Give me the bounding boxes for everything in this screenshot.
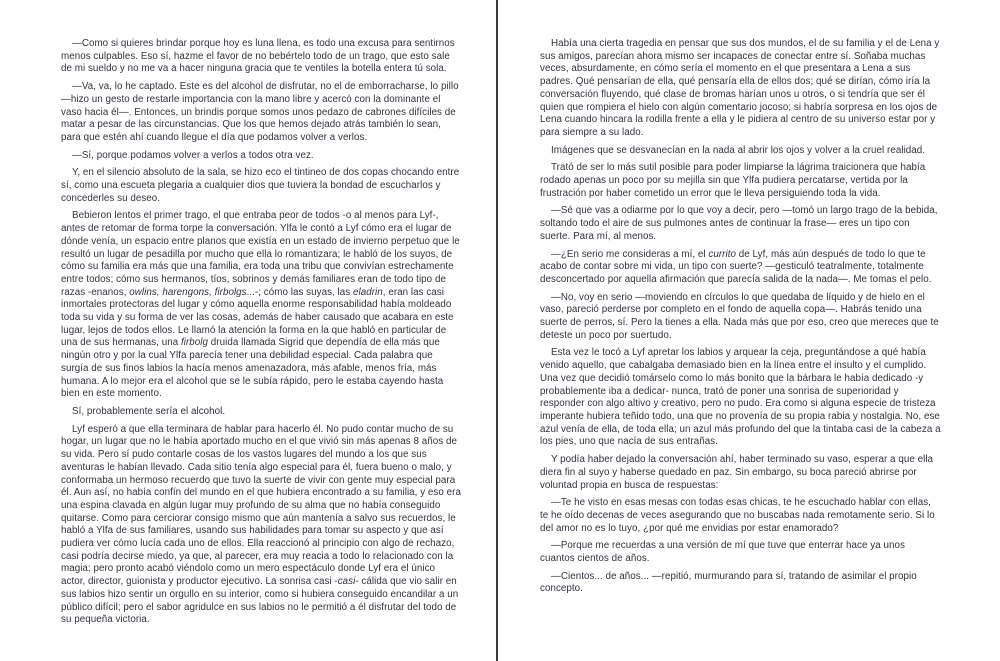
paragraph (540, 292, 941, 343)
paragraph (540, 162, 941, 200)
italic-text-run: casi (337, 576, 356, 588)
text-run: Trató de ser lo más sutil posible para poder limpiarse la lágrima traicionera que había rodado apenas un poco por su mejilla sin que Ylfa pudiera percatarse, vertida por la frustración por haber cometido un error que le lleva persiguiendo toda la vida. (540, 162, 926, 199)
text-run: —Va, va, lo he captado. Este es del alcohol de disfrutar, no el de emborracharse, lo pillo —hizo un gesto de restarle importancia con la mano libre y acercó con la dominante el vaso hacia él—. Entonces, un brindis porque somos unos pedazo de cabrones difíciles de matar a pesar de las circunstancias. Que los que hemos dejado atrás también lo sean, para que estén ahí cuando llegue el día que podamos volver a verlos. (61, 81, 459, 143)
paragraph (61, 167, 462, 205)
text-run: Y, en el silencio absoluto de la sala, se hizo eco el tintineo de dos copas chocando entre sí, como una escueta plegaria a cualquier dios que tuviera la bondad de escucharlos y concederles su deseo. (61, 167, 460, 204)
text-run: —Sí, porque podamos volver a verlos a todos otra vez. (72, 149, 314, 161)
text-run: Imágenes que se desvanecían en la nada al abrir los ojos y volver a la cruel realidad. (551, 144, 926, 156)
paragraph (61, 406, 462, 419)
text-run: Sí, probablemente sería el alcohol. (72, 405, 226, 417)
page-left-text-column (61, 38, 462, 632)
text-run: —Te he visto en esas mesas con todas esas chicas, te he escuchado hablar con ellas, te he oído decenas de veces asegurando que no buscabas nada remotamente serio. Si lo del amor no es lo tuyo, ¿por qué me envidias por estar enamorado? (540, 497, 935, 534)
italic-text-run: currito (708, 248, 736, 260)
paragraph (540, 497, 941, 535)
italic-text-run: owlins, harengons, firbolgs (129, 286, 247, 298)
paragraph (61, 150, 462, 163)
text-run: Esta vez le tocó a Lyf apretar los labios y arquear la ceja, preguntándose a qué había venido aquello, que cabalgaba demasiado bien en la línea entre el insulto y el cumplido. Una vez que decidió tomárselo como lo más bonito que la bárbara le había dedicado -y probablemente iba a dedicar- nunca, trató de poner una sonrisa de superioridad y responder con algo altivo y creativo, pero no pudo. Era como si alguna especie de tristeza imperante hubiera teñido todo, una que no provenía de su propia rabia y nostalgia. No, ese azul venía de ella, de toda ella; un azul más profundo del que la tintaba casi de la cabeza a los pies, uno que nacía de sus entrañas. (540, 347, 941, 448)
text-run: Había una cierta tragedia en pensar que sus dos mundos, el de su familia y el de Lena y sus amigos, parecían ahora mismo ser incapaces de conectar entre sí. Soñaba muchas veces, absurdamente, en cómo sería el momento en el que presentara a Lena a sus padres. Qué pensarían de ella, qué pensaría ella de ellos dos; qué se dirían, cómo iría la conversación fluyendo, qué clase de bromas harían unos u otros, o si tendría que ser él quien que rompiera el hielo con algún comentario jocoso; si habría sorpresa en los ojos de Lena cuando hincara la rodilla frente a ella y le pidiera al centro de su universo estar por y para siempre a su lado. (540, 38, 940, 138)
text-run: —Cientos... de años... —repitió, murmurando para sí, tratando de asimilar el propio concepto. (540, 570, 917, 595)
text-run: druida llamada Sigrid que dependía de ella más que ningún otro y por la cual Ylfa parecía tener una debilidad especial. Cada palabra que surgía de sus finos labios la hacía menos amenazadora, más afable, menos fría, más humana. A lo mejor era el alcohol que se le subía rápido, pero le estaba cayendo hasta bien en este momento. (61, 337, 444, 400)
italic-text-run: eladrin (353, 286, 383, 298)
text-run: - cálida que vio salir en sus labios hizo sentir un orgullo en su interior, como si hubiera conseguido encandilar a un público difícil; pero el sabor agridulce en sus labios no le permitió a él disfrutar del todo de su pequeña victoria. (61, 576, 459, 626)
paragraph (61, 210, 462, 401)
text-run: —¿En serio me consideras a mí, el (551, 248, 709, 260)
text-run: , eran las casi inmortales protectoras del lugar y cómo aquella enorme responsabilidad había moldeado toda su vida y su forma de ver las cosas, además de haber causado que acabara en este lugar, lejos de todos ellos. Le llamó la atención la forma en la que habló en particular de una de sus hermanas, una (61, 286, 454, 349)
italic-text-run: firbolg (180, 337, 209, 349)
text-run: Lyf esperó a que ella terminara de hablar para hacerlo él. No pudo contar mucho de su hogar, un lugar que no le había aportado mucho en el que vivió sin más apenas 8 años de su vida. Pero sí pudo contarle cosas de los vastos lugares del mundo a los que sus aventuras le habían llevado. Cada sitio tenía algo especial para él, fuera bueno o malo, y conformaba un hermoso recuerdo que tuvo la suerte de vivir con gente muy especial para él. Aun así, no había confín del mundo en el que hubiera encontrado a su familia, y eso era una espina clavada en algún lugar muy profundo de su alma que no había conseguido quitarse. Como para cerciorar consigo mismo que aún mantenía a salvo sus recuerdos, le habló a Ylfa de sus familiares, usando sus habilidades para tomar su aspecto y que así pudiera ver cómo lucía cada uno de ellos. Ella reaccionó al principio con algo de rechazo, casi podría decirse miedo, ya que, al parecer, era muy reacia a todo lo relacionado con la magia; pero pronto acabó viéndolo como un mero espectáculo donde Lyf era el único actor, director, guionista y productor ejecutivo. La sonrisa casi - (61, 423, 461, 588)
paragraph (540, 38, 941, 140)
text-run: de Lyf, más aún después de todo lo que te acabo de contar sobre mi vida, un tipo con suerte? —gesticuló teatralmente, totalmente desconcertado por aquella afirmación que parecía salida de la nada—. Me tomas el pelo. (540, 248, 932, 285)
paragraph (61, 38, 462, 76)
text-run: Y podía haber dejado la conversación ahí, haber terminado su vaso, esperar a que ella diera fin al suyo y haberse quedado en paz. Sin embargo, su boca pareció abrirse por voluntad propia en busca de respuestas: (540, 454, 934, 491)
text-run: —Sé que vas a odiarme por lo que voy a decir, pero —tomó un largo trago de la bebida, soltando todo el aire de sus pulmones antes de continuar la frase— eres un tipo con suerte. Para mí, al menos. (540, 205, 938, 242)
paragraph (61, 424, 462, 627)
text-run: ...-; cómo las suyas, las (246, 286, 354, 298)
paragraph (540, 249, 941, 287)
paragraph (61, 81, 462, 145)
paragraph (540, 571, 941, 596)
paragraph (540, 205, 941, 243)
paragraph (540, 145, 941, 158)
page-right-text-column (540, 38, 941, 601)
text-run: Bebieron lentos el primer trago, el que entraba peor de todos -o al menos para Lyf-, antes de retomar de forma torpe la conversación. Ylfa le contó a Lyf cómo era el lugar de dónde venía, un espacio entre planos que existía en un estado de invierno perpetuo que le resultó un lugar de pesadilla por mucho que ella lo romantizara; le habló de los suyos, de cómo su familia era más que una familia, era toda una tribu que convivían estrechamente entre todos; cómo sus hermanos, tíos, sobrinos y demás familiares eran de todo tipo de razas -enanos, (61, 210, 460, 298)
text-run: —Como si quieres brindar porque hoy es luna llena, es todo una excusa para sentirnos menos culpables. Eso sí, hazme el favor de no bebértelo todo de un trago, que esto sale de mi sueldo y no me va a hacer ninguna gracia que te ventiles la botella entera tú sola. (61, 38, 455, 75)
text-run: —Porque me recuerdas a una versión de mí que tuve que enterrar hace ya unos cuantos cientos de años. (540, 540, 905, 565)
paragraph (540, 454, 941, 492)
paragraph (540, 540, 941, 565)
paragraph (540, 347, 941, 449)
text-run: —No, voy en serio —moviendo en círculos lo que quedaba de líquido y de hielo en el vaso, pareció perderse por completo en el fondo de aquella copa—. Habrás tenido una suerte de perros, sí. Pero la tienes a ella. Nada más que por eso, creo que mereces que te deteste un poco por suertudo. (540, 291, 939, 341)
page-divider-line (496, 0, 498, 661)
